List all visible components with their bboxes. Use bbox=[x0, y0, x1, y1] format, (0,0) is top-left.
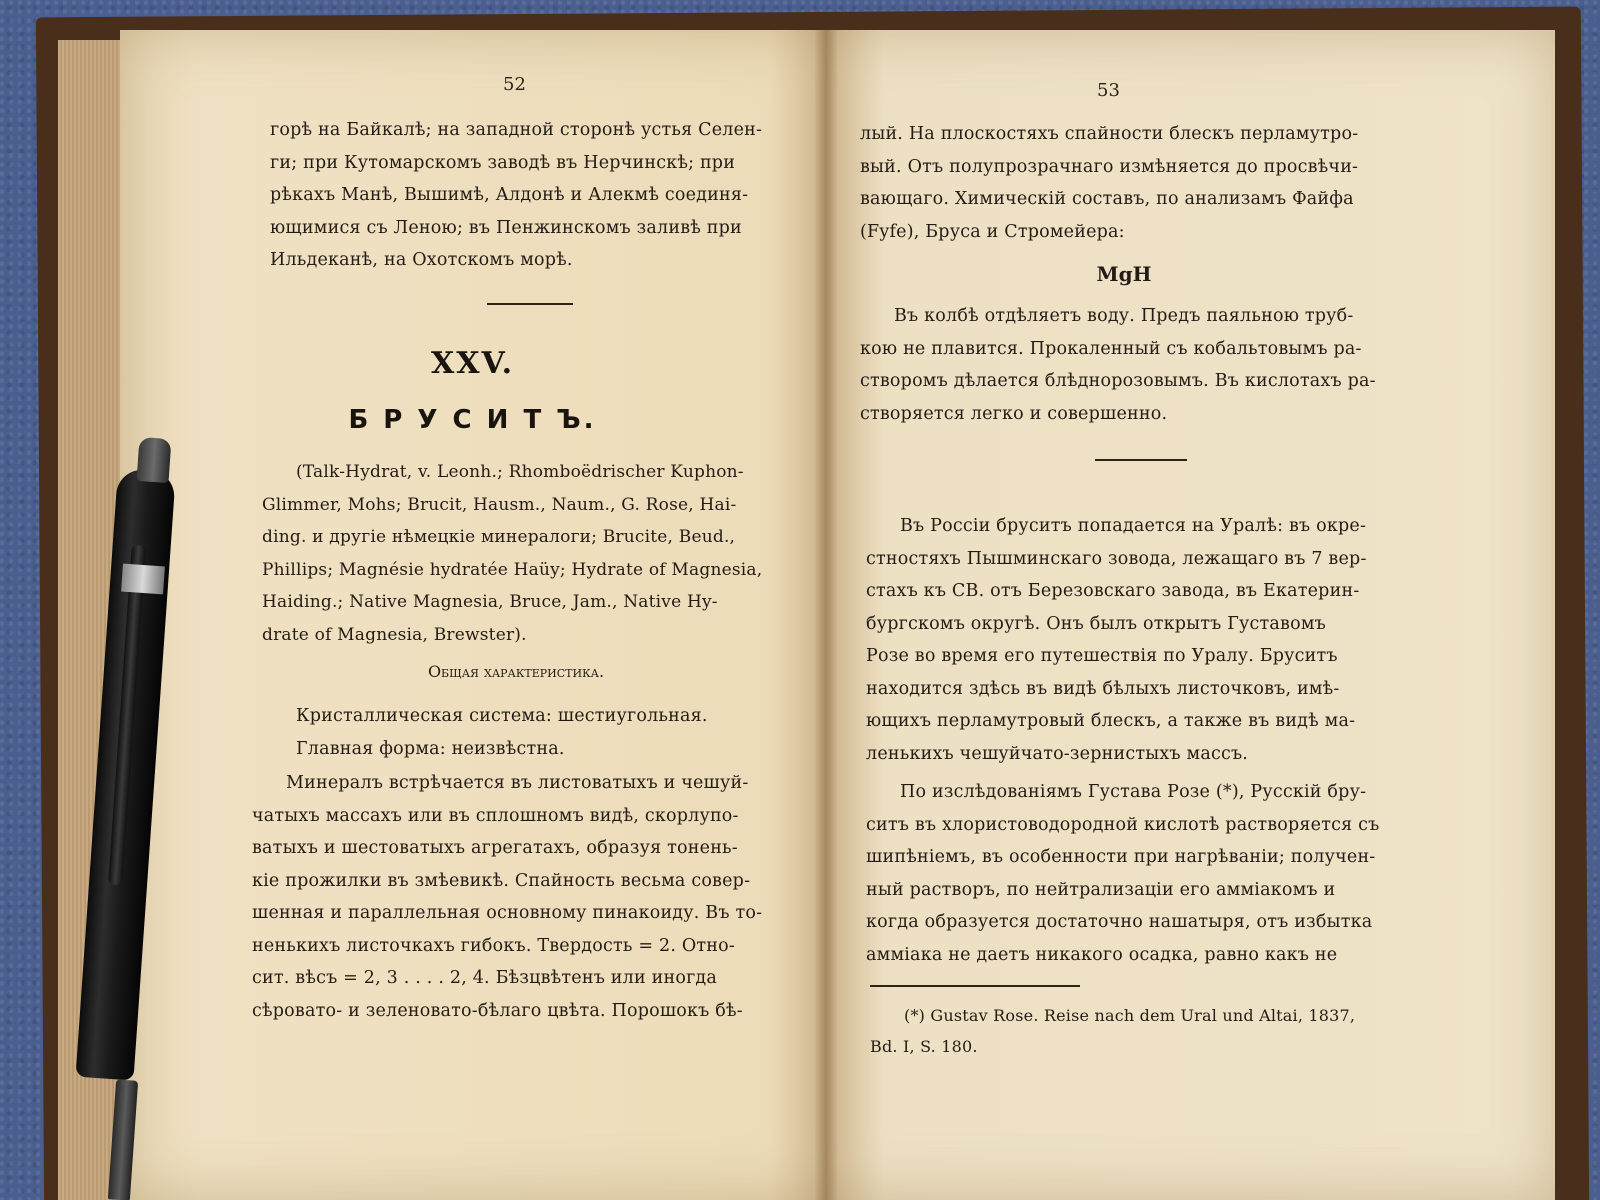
pencil-metal-band bbox=[121, 564, 165, 595]
synonyms-block bbox=[262, 456, 770, 651]
text-line: ding. и другіе нѣмецкіе минералоги; Brucite, Beud., bbox=[262, 527, 736, 547]
text-line: когда образуется достаточно нашатыря, отъ избытка bbox=[866, 912, 1373, 932]
text-line: ленькихъ чешуйчато-зернистыхъ массъ. bbox=[866, 743, 1249, 764]
text-line: Въ колбѣ отдѣляетъ воду. Предъ паяльною труб- bbox=[894, 306, 1354, 326]
text-line: амміака не даетъ никакого осадка, равно какъ не bbox=[866, 944, 1338, 965]
subheading: Общая характеристика. bbox=[427, 662, 605, 681]
section-title: Б Р У С И Т Ъ. bbox=[348, 405, 597, 435]
text-line: drate of Magnesia, Brewster). bbox=[262, 624, 527, 645]
blowpipe-test-text bbox=[860, 300, 1388, 430]
text-line: горѣ на Байкалѣ; на западной сторонѣ устья Селен- bbox=[270, 120, 763, 140]
text-line: стахъ къ СВ. отъ Березовскаго завода, въ Екатерин- bbox=[866, 581, 1360, 601]
text-line: сѣровато- и зеленовато-бѣлаго цвѣта. Порошокъ бѣ- bbox=[252, 1000, 743, 1021]
chemical-formula: MgH bbox=[1096, 262, 1152, 286]
text-line: створомъ дѣлается блѣднорозовымъ. Въ кислотахъ ра- bbox=[860, 371, 1376, 391]
section-number: XXV. bbox=[430, 346, 515, 381]
text-line: Кристаллическая система: шестиугольная. bbox=[296, 706, 708, 726]
text-line: ситъ въ хлористоводородной кислотѣ растворяется съ bbox=[866, 814, 1380, 835]
footnote-rule bbox=[870, 985, 1080, 987]
text-line: створяется легко и совершенно. bbox=[860, 403, 1168, 424]
footnote bbox=[870, 1000, 1385, 1062]
text-line: находится здѣсь въ видѣ бѣлыхъ листочковъ, имѣ- bbox=[866, 678, 1340, 699]
text-line: лый. На плоскостяхъ спайности блескъ перламутро- bbox=[860, 124, 1359, 144]
section-divider bbox=[1095, 459, 1187, 461]
text-line: Phillips; Magnésie hydratée Haüy; Hydrate of Magnesia, bbox=[262, 559, 763, 580]
text-line: ющихъ перламутровый блескъ, а также въ видѣ ма- bbox=[866, 711, 1356, 731]
text-line: ги; при Кутомарскомъ заводѣ въ Нерчинскѣ; при bbox=[270, 152, 736, 173]
text-line: ный растворъ, по нейтрализаціи его амміакомъ и bbox=[866, 879, 1336, 900]
russia-locality-text bbox=[866, 510, 1388, 770]
text-line: Главная форма: неизвѣстна. bbox=[296, 738, 565, 759]
page-number-right: 53 bbox=[1097, 80, 1120, 101]
text-line: ющимися съ Леною; въ Пенжинскомъ заливѣ при bbox=[270, 217, 742, 238]
text-line: Glimmer, Mohs; Brucit, Hausm., Naum., G. Rose, Hai- bbox=[262, 494, 737, 515]
text-line: чатыхъ массахъ или въ сплошномъ видѣ, скорлупо- bbox=[252, 805, 739, 826]
text-line: По изслѣдованіямъ Густава Розе (*), Русскій бру- bbox=[900, 782, 1367, 802]
pencil-eraser-cap bbox=[137, 437, 172, 483]
left-intro-text bbox=[270, 114, 770, 277]
right-intro-text bbox=[860, 118, 1388, 248]
text-line: ненькихъ листочкахъ гибокъ. Твердость = 2. Отно- bbox=[252, 935, 735, 956]
characteristics-block bbox=[262, 700, 770, 765]
text-line: кіе прожилки въ змѣевикѣ. Спайность весьма совер- bbox=[252, 870, 751, 891]
text-line: Bd. I, S. 180. bbox=[870, 1037, 978, 1056]
research-text bbox=[866, 776, 1388, 971]
text-line: бургскомъ округѣ. Онъ былъ открытъ Густавомъ bbox=[866, 613, 1326, 634]
book-gutter bbox=[815, 30, 837, 1200]
text-line: Ильдеканѣ, на Охотскомъ морѣ. bbox=[270, 250, 573, 270]
text-line: вающаго. Химическій составъ, по анализамъ Файфа bbox=[860, 189, 1354, 209]
text-line: шенная и параллельная основному пинакоиду. Въ то- bbox=[252, 903, 763, 923]
text-line: рѣкахъ Манѣ, Вышимѣ, Алдонѣ и Алекмѣ соединя- bbox=[270, 185, 749, 205]
text-line: (*) Gustav Rose. Reise nach dem Ural und Altai, 1837, bbox=[904, 1006, 1356, 1025]
text-line: (Talk-Hydrat, v. Leonh.; Rhomboëdrischer Kuphon- bbox=[296, 462, 744, 482]
left-body-text bbox=[252, 767, 770, 1027]
text-line: вый. Отъ полупрозрачнаго измѣняется до просвѣчи- bbox=[860, 156, 1359, 177]
text-line: шипѣніемъ, въ особенности при нагрѣваніи; получен- bbox=[866, 847, 1376, 867]
text-line: Розе во время его путешествія по Уралу. Бруситъ bbox=[866, 646, 1338, 666]
text-line: кою не плавится. Прокаленный съ кобальтовымъ ра- bbox=[860, 338, 1362, 359]
section-divider bbox=[487, 303, 573, 305]
text-line: Минералъ встрѣчается въ листоватыхъ и чешуй- bbox=[286, 773, 749, 793]
text-line: сит. вѣсъ = 2, 3 . . . . 2, 4. Бѣзцвѣтенъ или иногда bbox=[252, 968, 718, 988]
text-line: стностяхъ Пышминскаго зовода, лежащаго въ 7 вер- bbox=[866, 548, 1367, 569]
text-line: Въ Россіи бруситъ попадается на Уралѣ: въ окре- bbox=[900, 516, 1367, 536]
text-line: (Fyfe), Бруса и Стромейера: bbox=[860, 221, 1125, 242]
page-number-left: 52 bbox=[503, 74, 526, 95]
text-line: ватыхъ и шестоватыхъ агрегатахъ, образуя тонень- bbox=[252, 838, 738, 858]
text-line: Haiding.; Native Magnesia, Bruce, Jam., Native Hy- bbox=[262, 592, 718, 612]
